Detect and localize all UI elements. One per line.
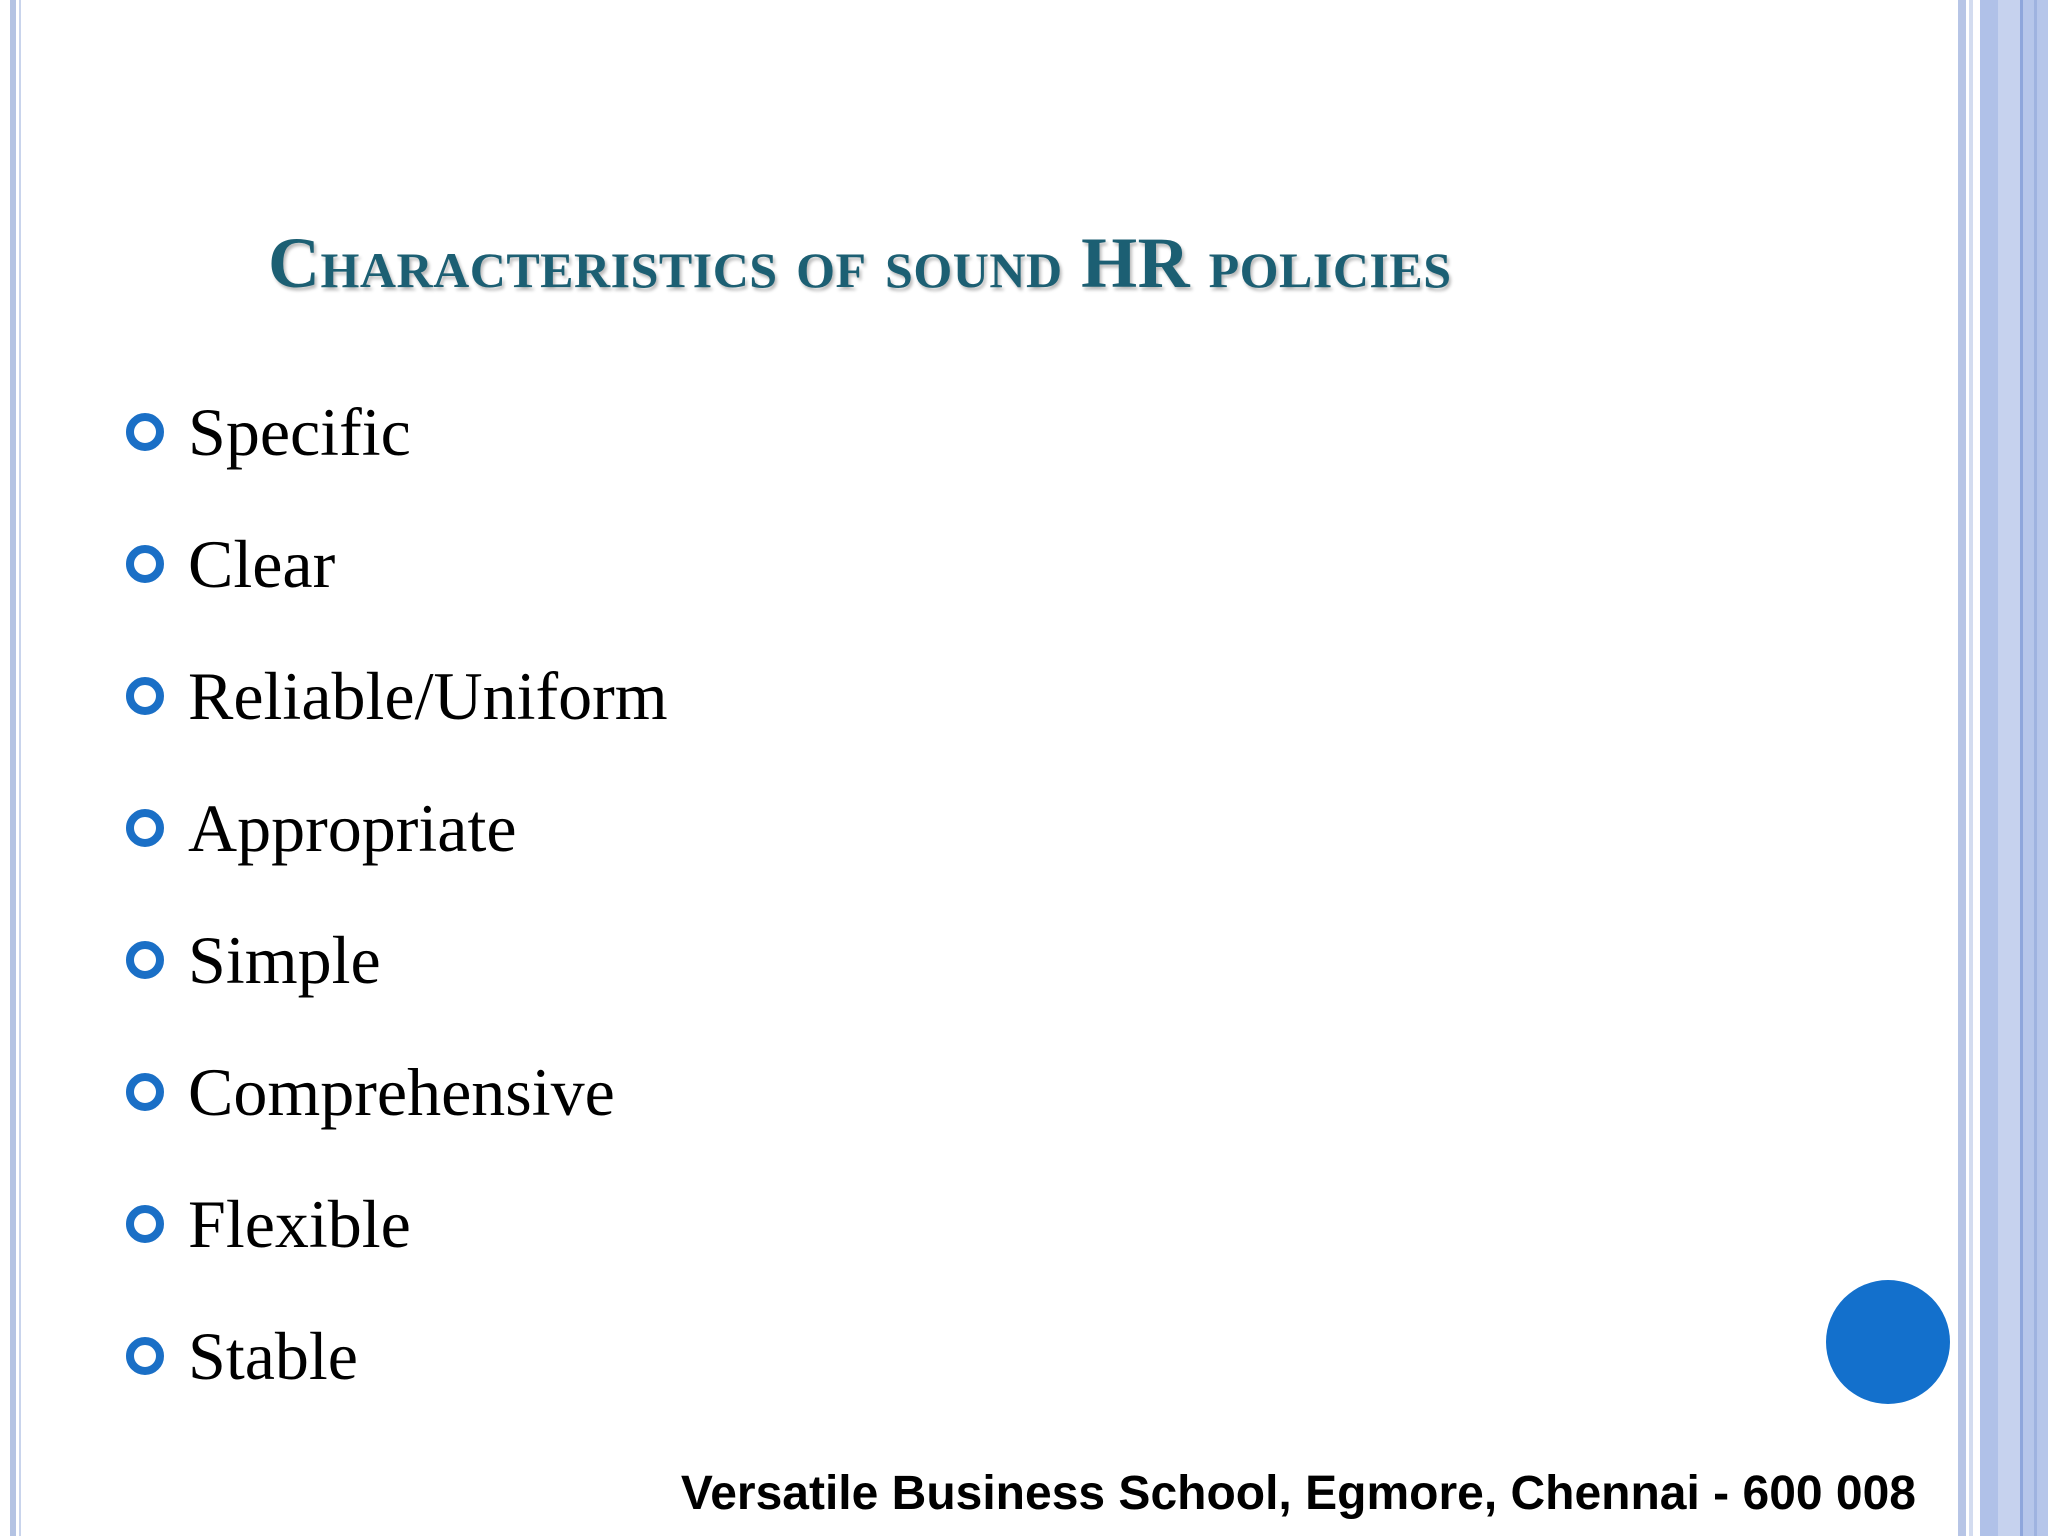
- bullet-text: Specific: [188, 394, 411, 470]
- bullet-item: [126, 788, 517, 868]
- bullet-text: Simple: [188, 922, 381, 998]
- bullet-text: Flexible: [188, 1186, 411, 1262]
- circle-bullet-icon: [126, 941, 164, 979]
- left-border-line-thin: [19, 0, 21, 1536]
- circle-bullet-icon: [126, 545, 164, 583]
- bullet-text: Reliable/Uniform: [188, 658, 668, 734]
- bullet-text: Stable: [188, 1318, 358, 1394]
- right-border-band: [2034, 0, 2037, 1536]
- circle-bullet-icon: [126, 413, 164, 451]
- bullet-text: Appropriate: [188, 790, 517, 866]
- bullet-item: [126, 920, 381, 1000]
- accent-circle-icon: [1826, 1280, 1950, 1404]
- circle-bullet-icon: [126, 677, 164, 715]
- bullet-text: Comprehensive: [188, 1054, 615, 1130]
- left-border-line: [10, 0, 16, 1536]
- bullet-item: [126, 1184, 411, 1264]
- bullet-item: [126, 1052, 615, 1132]
- right-border-line-thin: [1969, 0, 1973, 1536]
- footer-text: Versatile Business School, Egmore, Chennai - 600 008: [680, 1467, 1916, 1520]
- bullet-item: [126, 1316, 358, 1396]
- right-border-band: [1980, 0, 1998, 1536]
- bullet-item: [126, 656, 668, 736]
- bullet-text: Clear: [188, 526, 336, 602]
- right-border-line: [1958, 0, 1966, 1536]
- circle-bullet-icon: [126, 809, 164, 847]
- right-border-band: [1998, 0, 2020, 1536]
- circle-bullet-icon: [126, 1337, 164, 1375]
- slide-title: Characteristics of sound HR policies: [268, 223, 1452, 303]
- circle-bullet-icon: [126, 1073, 164, 1111]
- circle-bullet-icon: [126, 1205, 164, 1243]
- bullet-item: [126, 524, 335, 604]
- bullet-item: [126, 392, 411, 472]
